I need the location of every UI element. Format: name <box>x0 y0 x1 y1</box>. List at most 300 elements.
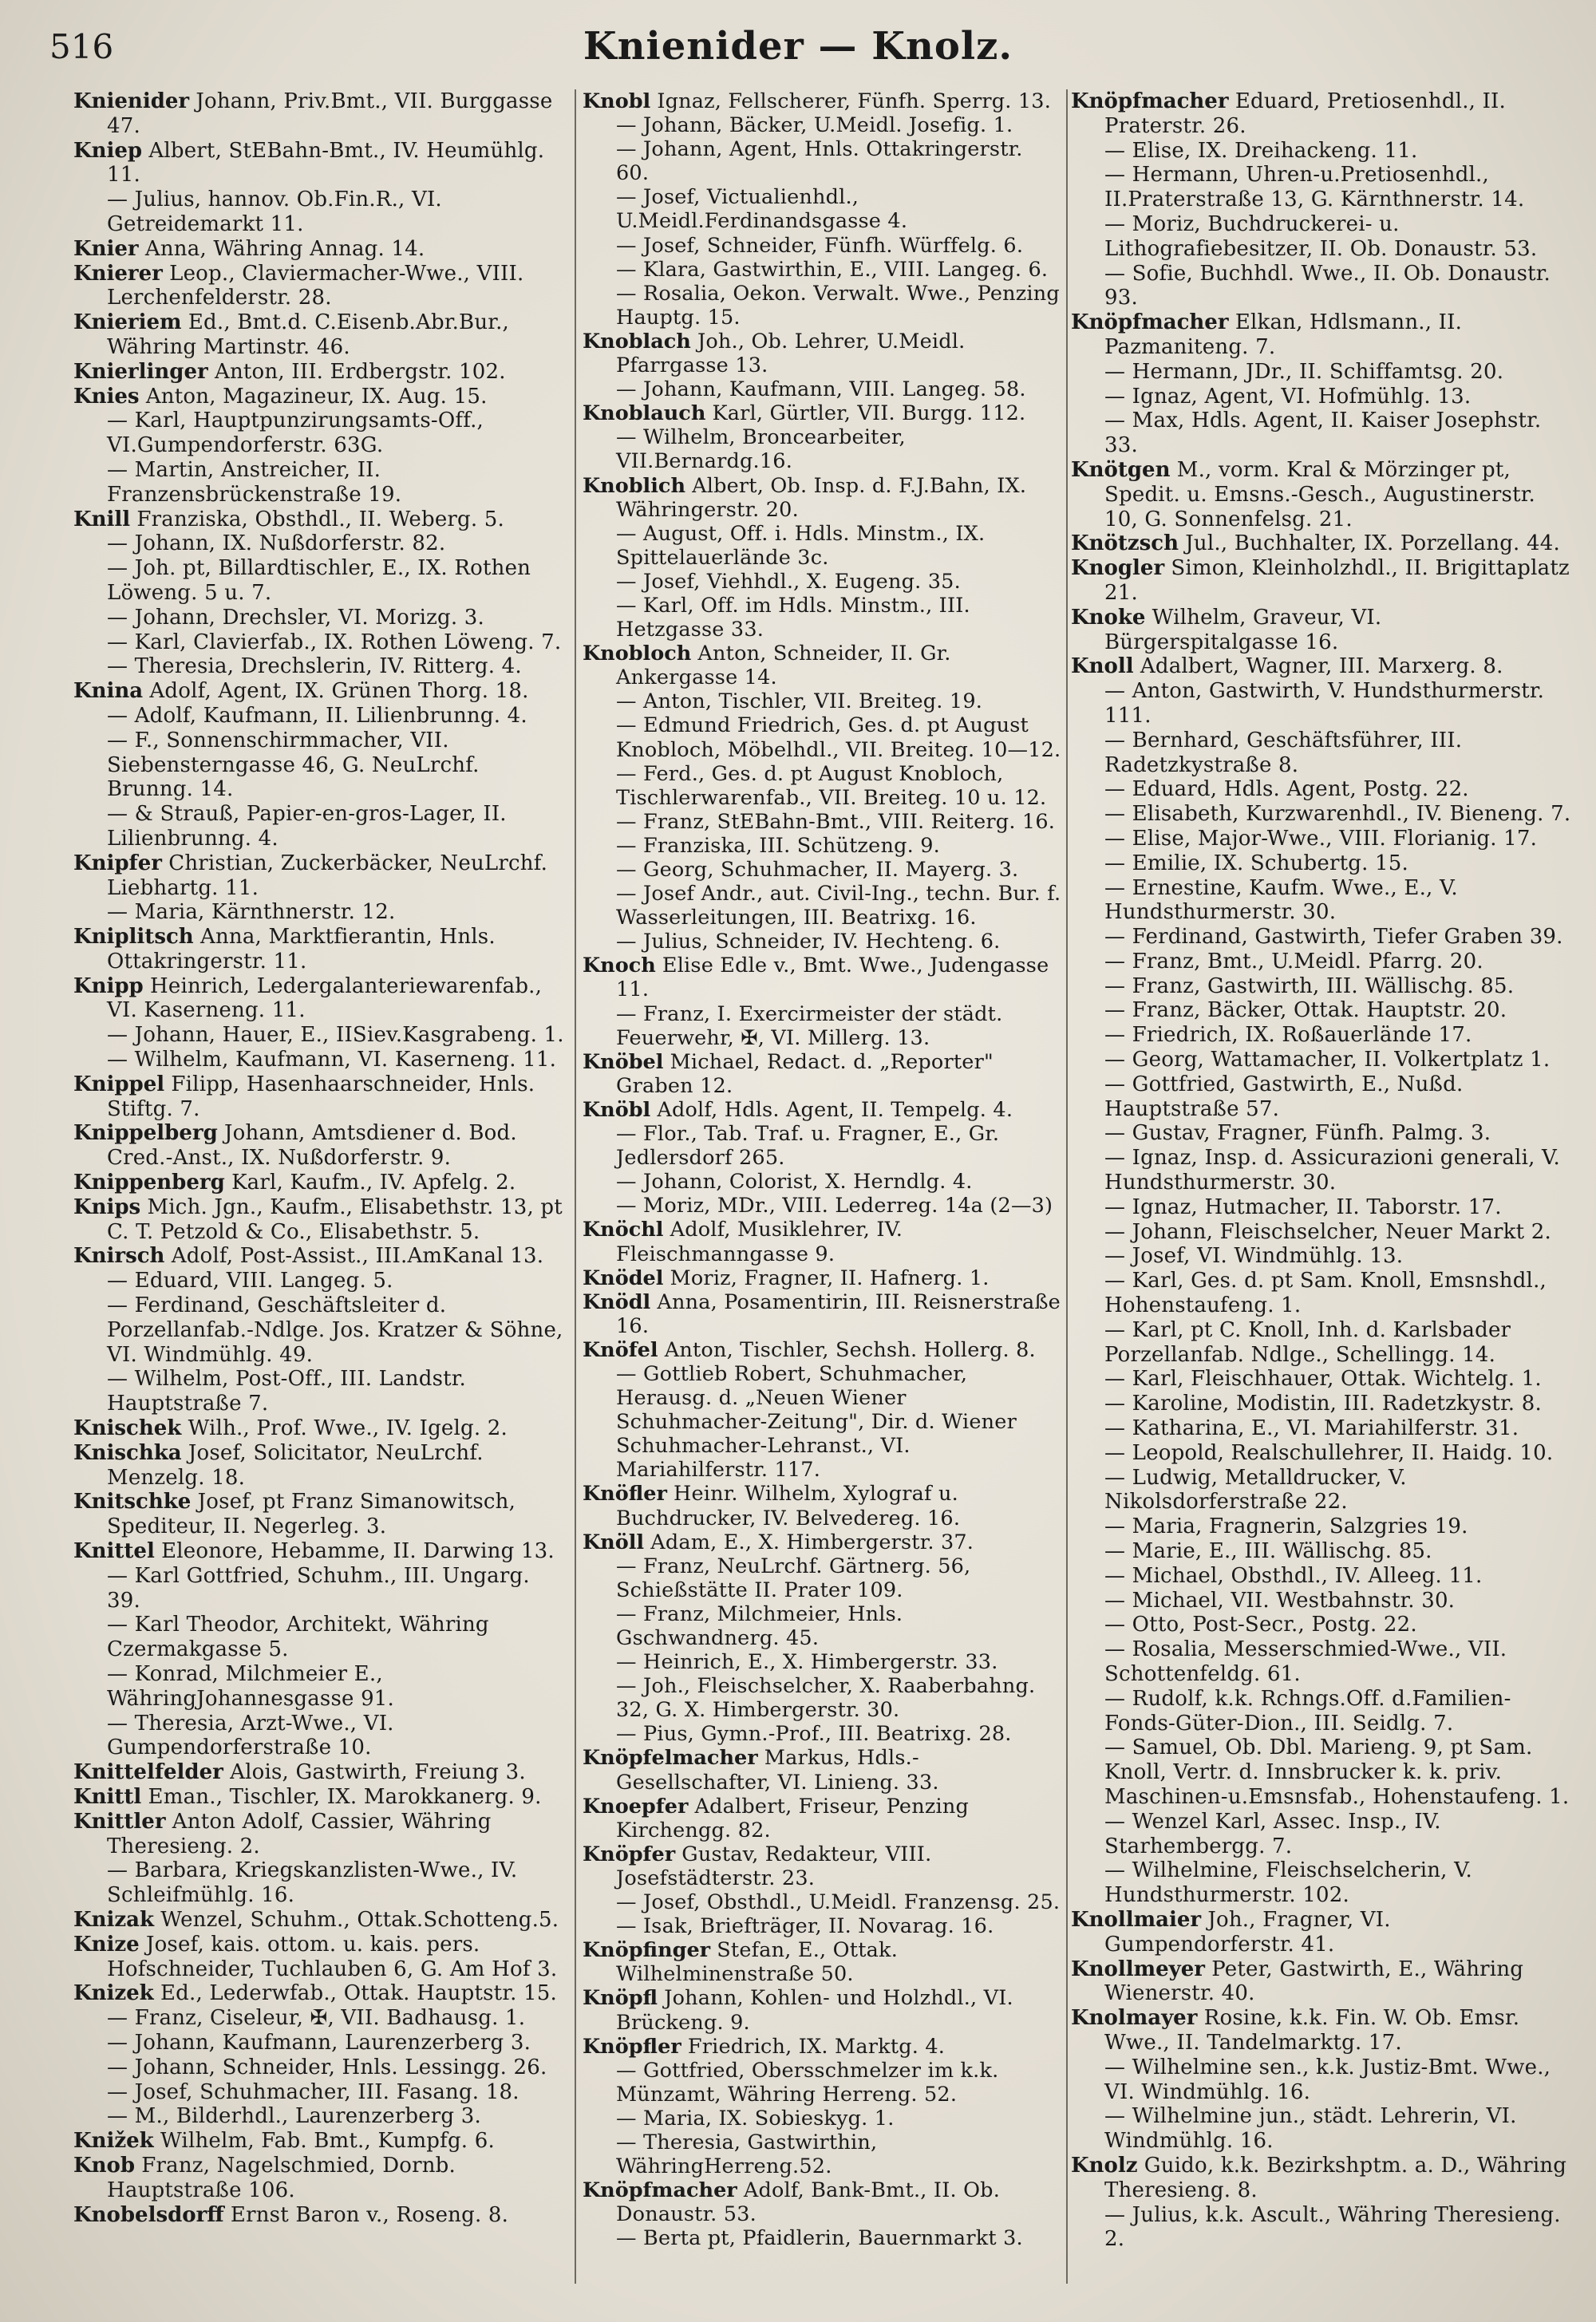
directory-entry <box>1071 1220 1574 1245</box>
entry-details: Joh., Ob. Lehrer, U.Meidl. Pfarrgasse 13. <box>616 329 966 378</box>
entry-surname: Knöfler <box>583 1482 667 1507</box>
entry-surname: Knittler <box>73 1809 166 1834</box>
entry-details: — Joh., Fleischselcher, X. Raaberbahng. 32, G. X. Himbergerstr. 30. <box>616 1674 1036 1723</box>
running-title: Knienider — Knolz. <box>583 24 1013 69</box>
directory-entry <box>73 1367 568 1416</box>
directory-entry <box>1071 1957 1574 2007</box>
entry-details: Karl, Gürtler, VII. Burgg. 112. <box>712 401 1026 426</box>
directory-entry <box>73 1712 568 1761</box>
directory-entry <box>583 2035 1061 2059</box>
entry-surname: Knierer <box>73 261 163 286</box>
directory-entry <box>583 1218 1061 1266</box>
entry-details: — Bernhard, Geschäftsführer, III. Radetzkystraße 8. <box>1104 728 1463 777</box>
entry-details: Adolf, Hdls. Agent, II. Tempelg. 4. <box>657 1097 1013 1122</box>
entry-surname: Knöbel <box>583 1049 664 1074</box>
entry-details: Heinrich, Ledergalanteriewarenfab., VI. Kaserneng. 11. <box>107 973 543 1023</box>
entry-details: — Ferdinand, Gastwirth, Tiefer Graben 39. <box>1104 925 1563 950</box>
directory-entry <box>583 713 1061 761</box>
directory-entry <box>73 458 568 507</box>
entry-details: — Gustav, Fragner, Fünfh. Palmg. 3. <box>1104 1121 1491 1146</box>
directory-entry <box>73 262 568 311</box>
entry-details: — Gottfried, Gastwirth, E., Nußd. Hauptstraße 57. <box>1104 1072 1464 1121</box>
entry-details: Ed., Lederwfab., Ottak. Hauptstr. 15. <box>160 1981 557 2006</box>
entry-details: — Konrad, Milchmeier E., WähringJohannesgasse 91. <box>107 1662 395 1711</box>
directory-entry <box>73 556 568 606</box>
directory-entry <box>583 1674 1061 1722</box>
entry-details: Elkan, Hdlsmann., II. Pazmaniteng. 7. <box>1104 310 1463 359</box>
entry-details: — Maria, Fragnerin, Salzgries 19. <box>1104 1514 1468 1539</box>
directory-entry <box>73 729 568 802</box>
directory-entry <box>583 234 1061 258</box>
entry-details: Peter, Gastwirth, E., Währing Wienerstr. 40. <box>1104 1957 1524 2006</box>
entry-details: Rosine, k.k. Fin. W. Ob. Emsr. Wwe., II. Tandelmarktg. 17. <box>1104 2006 1520 2055</box>
entry-surname: Knippenberg <box>73 1171 225 1195</box>
entry-details: — Sofie, Buchhdl. Wwe., II. Ob. Donaustr. 93. <box>1104 261 1551 310</box>
entry-details: Ignaz, Fellscherer, Fünfh. Sperrg. 13. <box>657 89 1052 113</box>
directory-entry <box>1071 654 1574 679</box>
directory-entry <box>1071 876 1574 926</box>
directory-entry <box>583 1194 1061 1218</box>
entry-details: — Josef, Obsthdl., U.Meidl. Franzensg. 25. <box>616 1890 1061 1915</box>
entry-details: — Maria, IX. Sobieskyg. 1. <box>616 2106 895 2130</box>
directory-entry <box>1071 679 1574 729</box>
entry-details: — Friedrich, IX. Roßauerlände 17. <box>1104 1023 1472 1048</box>
directory-entry <box>1071 1687 1574 1736</box>
entry-surname: Knötgen <box>1071 457 1171 482</box>
directory-entry <box>73 1613 568 1662</box>
entry-details: — Eduard, VIII. Langeg. 5. <box>107 1269 393 1293</box>
entry-details: — Isak, Briefträger, II. Novarag. 16. <box>616 1914 994 1939</box>
directory-entry <box>1071 1146 1574 1195</box>
entry-details: — Ludwig, Metalldrucker, V. Nikolsdorferstraße 22. <box>1104 1465 1407 1514</box>
entry-surname: Knier <box>73 236 139 261</box>
directory-entry <box>1071 827 1574 851</box>
entry-details: — Wilhelm, Kaufmann, VI. Kaserneng. 11. <box>107 1048 557 1072</box>
entry-details: Adolf, Bank-Bmt., II. Ob. Donaustr. 53. <box>616 2178 1001 2227</box>
directory-entry <box>73 1810 568 1859</box>
directory-entry <box>583 282 1061 330</box>
entry-details: — Ignaz, Hutmacher, II. Taborstr. 17. <box>1104 1195 1502 1219</box>
entry-surname: Knollmeyer <box>1071 1957 1205 1981</box>
directory-entry <box>73 1858 568 1908</box>
directory-entry <box>1071 729 1574 778</box>
entry-details: Friedrich, IX. Marktg. 4. <box>687 2034 946 2059</box>
entry-details: Josef, kais. ottom. u. kais. pers. Hofschneider, Tuchlauben 6, G. Am Hof 3. <box>107 1932 558 1981</box>
directory-entry <box>1071 1121 1574 1146</box>
directory-entry <box>73 188 568 237</box>
entry-surname: Kniplitsch <box>73 925 194 950</box>
directory-entry <box>583 522 1061 570</box>
entry-details: — Wilhelmine sen., k.k. Justiz-Bmt. Wwe., VI. Windmühlg. 16. <box>1104 2055 1551 2104</box>
directory-entry <box>1071 1048 1574 1072</box>
entry-details: — Joh. pt, Billardtischler, E., IX. Rothen Löweng. 5 u. 7. <box>107 556 531 605</box>
directory-entry <box>1071 1195 1574 1220</box>
entry-details: Markus, Hdls.-Gesellschafter, VI. Linieng. 33. <box>616 1746 939 1795</box>
entry-surname: Knödel <box>583 1266 664 1290</box>
directory-entry <box>73 1908 568 1933</box>
entry-details: Heinr. Wilhelm, Xylograf u. Buchdrucker, IV. Belvedereg. 16. <box>616 1482 961 1530</box>
entry-surname: Knolz <box>1071 2153 1138 2178</box>
directory-entry <box>73 1416 568 1441</box>
entry-details: — Samuel, Ob. Dbl. Marieng. 9, pt Sam. Knoll, Vertr. d. Innsbrucker k. k. priv. Maschinen-u.Emsnsfab., Hohenstaufeng. 1. <box>1104 1736 1570 1809</box>
entry-surname: Knoll <box>1071 654 1134 679</box>
entry-details: — Franz, Bäcker, Ottak. Hauptstr. 20. <box>1104 998 1507 1023</box>
entry-surname: Knöpfl <box>583 1986 658 2011</box>
directory-entry <box>73 1933 568 1982</box>
entry-details: — Johann, IX. Nußdorferstr. 82. <box>107 531 446 556</box>
entry-details: Ernst Baron v., Roseng. 8. <box>230 2202 509 2227</box>
entry-details: Anton, Magazineur, IX. Aug. 15. <box>145 384 488 409</box>
entry-details: Franz, Nagelschmied, Dornb. Hauptstraße 106. <box>107 2153 456 2202</box>
directory-entry <box>583 1554 1061 1602</box>
entry-details: — August, Off. i. Hdls. Minstm., IX. Spittelauerlände 3c. <box>616 521 986 570</box>
directory-entry <box>1071 1908 1574 1957</box>
entry-surname: Kniep <box>73 138 143 163</box>
directory-entry <box>73 1662 568 1712</box>
entry-details: Adalbert, Friseur, Penzing Kirchengg. 82. <box>616 1794 969 1842</box>
entry-details: — Maria, Kärnthnerstr. 12. <box>107 900 396 925</box>
directory-entry <box>1071 2203 1574 2253</box>
entry-details: Josef, pt Franz Simanowitsch, Spediteur, II. Negerleg. 3. <box>107 1490 516 1539</box>
directory-entry <box>1071 1416 1574 1441</box>
directory-entry <box>583 1098 1061 1122</box>
directory-entry <box>73 851 568 901</box>
directory-entry <box>73 1785 568 1810</box>
entry-details: — Moriz, MDr., VIII. Lederreg. 14a (2—3) <box>616 1194 1053 1218</box>
entry-details: Johann, Kohlen- und Holzhdl., VI. Brückeng. 9. <box>616 1986 1013 2035</box>
entry-details: — Rosalia, Messerschmied-Wwe., VII. Schottenfeldg. 61. <box>1104 1637 1507 1686</box>
entry-details: — Theresia, Arzt-Wwe., VI. Gumpendorferstraße 10. <box>107 1711 394 1760</box>
entry-details: — Theresia, Drechslerin, IV. Ritterg. 4. <box>107 654 522 679</box>
directory-entry <box>583 113 1061 137</box>
directory-entry <box>583 377 1061 401</box>
entry-details: — Josef, Schneider, Fünfh. Würffelg. 6. <box>616 233 1024 258</box>
directory-entry <box>583 689 1061 713</box>
directory-entry <box>1071 1637 1574 1687</box>
page-number: 516 <box>49 27 114 66</box>
directory-entry <box>1071 1810 1574 1859</box>
entry-surname: Knoch <box>583 954 656 978</box>
directory-entry <box>1071 385 1574 409</box>
entry-details: Eleonore, Hebamme, II. Darwing 13. <box>161 1539 555 1564</box>
column-2 <box>583 89 1061 2292</box>
directory-entry <box>583 810 1061 834</box>
entry-surname: Knischka <box>73 1440 182 1465</box>
directory-entry <box>73 1121 568 1171</box>
directory-entry <box>73 2006 568 2031</box>
entry-details: Anton, Tischler, Sechsh. Hollerg. 8. <box>664 1337 1036 1362</box>
entry-details: Anton Adolf, Cassier, Währing Theresieng. 2. <box>107 1809 492 1858</box>
directory-entry <box>583 1362 1061 1482</box>
directory-entry <box>1071 1244 1574 1269</box>
entry-details: — Karl Theodor, Architekt, Währing Czermakgasse 5. <box>107 1613 489 1662</box>
directory-entry <box>583 954 1061 1001</box>
entry-details: Ed., Bmt.d. C.Eisenb.Abr.Bur., Währing Martinstr. 46. <box>107 310 510 359</box>
directory-entry <box>73 409 568 458</box>
directory-entry <box>73 237 568 262</box>
entry-details: — Emilie, IX. Schubertg. 15. <box>1104 851 1408 875</box>
directory-entry <box>583 1050 1061 1098</box>
entry-details: — Max, Hdls. Agent, II. Kaiser Josephstr. 33. <box>1104 409 1542 458</box>
entry-details: Franziska, Obsthdl., II. Weberg. 5. <box>136 507 505 531</box>
directory-entry <box>1071 1269 1574 1318</box>
directory-entry <box>73 360 568 385</box>
directory-entry <box>1071 1441 1574 1466</box>
entry-details: — Johann, Drechsler, VI. Morizg. 3. <box>107 605 484 630</box>
directory-entry <box>583 1482 1061 1530</box>
entry-surname: Knippel <box>73 1072 165 1096</box>
directory-entry <box>1071 1589 1574 1613</box>
directory-entry <box>1071 89 1574 139</box>
directory-entry <box>1071 1023 1574 1048</box>
directory-entry <box>73 1072 568 1122</box>
entry-details: Adam, E., X. Himbergerstr. 37. <box>650 1530 974 1554</box>
entry-details: Albert, StEBahn-Bmt., IV. Heumühlg. 11. <box>107 138 545 188</box>
page-header <box>0 0 1596 96</box>
entry-surname: Knobl <box>583 89 651 113</box>
directory-entry <box>583 1746 1061 1794</box>
entry-surname: Knöchl <box>583 1218 664 1242</box>
directory-entry <box>1071 2154 1574 2203</box>
entry-details: — Johann, Schneider, Hnls. Lessingg. 26. <box>107 2055 547 2079</box>
directory-entry <box>1071 163 1574 212</box>
entry-details: — M., Bilderhdl., Laurenzerberg 3. <box>107 2104 481 2129</box>
entry-details: — Anton, Gastwirth, V. Hundsthurmerstr. 111. <box>1104 679 1545 728</box>
entry-details: Anna, Währing Annag. 14. <box>144 236 425 261</box>
entry-details: — Wilhelm, Post-Off., III. Landstr. Hauptstraße 7. <box>107 1367 467 1416</box>
directory-entry <box>583 258 1061 282</box>
entry-details: Moriz, Fragner, II. Hafnerg. 1. <box>670 1266 990 1290</box>
directory-entry <box>583 1722 1061 1746</box>
entry-surname: Knittel <box>73 1539 155 1564</box>
directory-entry <box>1071 458 1574 531</box>
directory-entry <box>1071 531 1574 556</box>
directory-entry <box>73 2104 568 2129</box>
directory-entry <box>583 1530 1061 1554</box>
directory-entry <box>583 930 1061 954</box>
entry-details: — Wilhelm, Broncearbeiter, VII.Bernardg.16. <box>616 425 906 474</box>
directory-entry <box>1071 777 1574 802</box>
directory-entry <box>1071 1539 1574 1564</box>
entry-surname: Knierlinger <box>73 359 208 384</box>
directory-entry <box>73 1441 568 1491</box>
entry-details: — Franz, Milchmeier, Hnls. Gschwandnerg. 45. <box>616 1601 903 1650</box>
entry-details: — Wilhelmine, Fleischselcherin, V. Hundsthurmerstr. 102. <box>1104 1858 1473 1908</box>
entry-details: — Klara, Gastwirthin, E., VIII. Langeg. 6. <box>616 257 1049 282</box>
entry-details: — Edmund Friedrich, Ges. d. pt August Knobloch, Möbelhdl., VII. Breiteg. 10—12. <box>616 713 1061 762</box>
directory-entry <box>583 1338 1061 1362</box>
directory-entry <box>583 858 1061 882</box>
directory-entry <box>73 606 568 630</box>
column-divider <box>1066 89 1068 2284</box>
entry-details: — Michael, Obsthdl., IV. Alleeg. 11. <box>1104 1563 1483 1588</box>
directory-entry <box>73 704 568 729</box>
directory-entry <box>73 1023 568 1048</box>
directory-entry <box>583 1266 1061 1290</box>
entry-surname: Knöll <box>583 1530 645 1554</box>
entry-surname: Knienider <box>73 89 190 113</box>
directory-entry <box>1071 1392 1574 1416</box>
directory-entry <box>73 2080 568 2105</box>
entry-surname: Knöbl <box>583 1097 651 1122</box>
entry-surname: Knill <box>73 507 131 531</box>
column-3 <box>1071 89 1574 2292</box>
directory-entry <box>583 1842 1061 1890</box>
directory-entry <box>1071 212 1574 262</box>
entry-details: — Johann, Hauer, E., IISiev.Kasgrabeng. 1. <box>107 1023 564 1048</box>
entry-surname: Knollmaier <box>1071 1907 1202 1932</box>
directory-entry <box>73 1760 568 1785</box>
directory-entry <box>583 834 1061 858</box>
directory-entry <box>73 1490 568 1539</box>
entry-details: — Josef, Schuhmacher, III. Fasang. 18. <box>107 2079 519 2104</box>
entry-details: — Gottlieb Robert, Schuhmacher, Herausg. d. „Neuen Wiener Schuhmacher-Zeitung", Dir. d. Wiener Schuhmacher-Lehranst., VI. Mariahilferstr. 117. <box>616 1361 1017 1483</box>
entry-details: Christian, Zuckerbäcker, NeuLrchf. Liebhartg. 11. <box>107 851 548 900</box>
entry-details: Wilh., Prof. Wwe., IV. Igelg. 2. <box>188 1416 508 1441</box>
directory-entry <box>1071 1367 1574 1392</box>
entry-details: — Karl, Fleischhauer, Ottak. Wichtelg. 1. <box>1104 1367 1542 1392</box>
entry-details: Filipp, Hasenhaarschneider, Hnls. Stiftg. 7. <box>107 1072 535 1121</box>
directory-entry <box>583 2059 1061 2107</box>
entry-surname: Knieriem <box>73 310 182 335</box>
entry-details: Jul., Buchhalter, IX. Porzellang. 44. <box>1185 531 1560 556</box>
directory-entry <box>583 89 1061 113</box>
directory-entry <box>1071 360 1574 385</box>
directory-entry <box>583 401 1061 425</box>
entry-surname: Knogler <box>1071 556 1165 581</box>
entry-surname: Knizek <box>73 1981 154 2006</box>
entry-details: Joh., Fragner, VI. Gumpendorferstr. 41. <box>1104 1907 1391 1957</box>
entry-surname: Knoblach <box>583 329 691 353</box>
entry-details: — Eduard, Hdls. Agent, Postg. 22. <box>1104 777 1469 802</box>
directory-entry <box>73 1981 568 2006</box>
entry-details: — F., Sonnenschirmmacher, VII. Siebensterngasse 46, G. NeuLrchf. Brunng. 14. <box>107 728 480 802</box>
directory-entry <box>1071 2104 1574 2154</box>
entry-details: — Ignaz, Insp. d. Assicurazioni generali, V. Hundsthurmerstr. 30. <box>1104 1146 1560 1195</box>
entry-details: — Johann, Fleischselcher, Neuer Markt 2. <box>1104 1219 1551 1244</box>
directory-entry <box>1071 2006 1574 2055</box>
entry-details: — Wilhelmine jun., städt. Lehrerin, VI. Windmühlg. 16. <box>1104 2104 1517 2154</box>
directory-entry <box>583 330 1061 377</box>
directory-entry <box>73 2154 568 2203</box>
entry-details: — Karl, Ges. d. pt Sam. Knoll, Emsnshdl., Hohenstaufeng. 1. <box>1104 1269 1547 1318</box>
directory-entry <box>73 2031 568 2055</box>
entry-details: Guido, k.k. Bezirkshptm. a. D., Währing Theresieng. 8. <box>1104 2153 1567 2202</box>
entry-surname: Knöpfelmacher <box>583 1746 758 1771</box>
directory-entry <box>583 1914 1061 1938</box>
directory-entry <box>583 1938 1061 1986</box>
directory-entry <box>73 802 568 851</box>
directory-entry <box>1071 310 1574 360</box>
directory-entry <box>1071 139 1574 164</box>
directory-entry <box>583 137 1061 185</box>
entry-surname: Knobelsdorff <box>73 2202 224 2227</box>
directory-entry <box>583 185 1061 233</box>
entry-details: Anna, Marktfierantin, Hnls. Ottakringerstr. 11. <box>107 925 496 973</box>
directory-entry <box>73 925 568 974</box>
entry-surname: Knitschke <box>73 1490 192 1514</box>
entry-details: Johann, Priv.Bmt., VII. Burggasse 47. <box>107 89 553 138</box>
entry-details: — Johann, Colorist, X. Herndlg. 4. <box>616 1170 973 1195</box>
entry-surname: Knolmayer <box>1071 2006 1198 2031</box>
entry-details: Josef, Solicitator, NeuLrchf. Menzelg. 18. <box>107 1440 484 1490</box>
entry-details: — Flor., Tab. Traf. u. Fragner, E., Gr. Jedlersdorf 265. <box>616 1122 1000 1171</box>
entry-details: — Elise, IX. Dreihackeng. 11. <box>1104 138 1418 163</box>
entry-details: Gustav, Redakteur, VIII. Josefstädterstr. 23. <box>616 1842 932 1890</box>
entry-details: — Adolf, Kaufmann, II. Lilienbrunng. 4. <box>107 703 527 728</box>
entry-details: Adolf, Musiklehrer, IV. Fleischmanngasse 9. <box>616 1218 903 1266</box>
entry-surname: Knöpfmacher <box>583 2178 737 2203</box>
entry-surname: Knize <box>73 1932 140 1957</box>
directory-entry <box>73 2203 568 2228</box>
entry-details: — Berta pt, Pfaidlerin, Bauernmarkt 3. <box>616 2226 1023 2251</box>
directory-entry <box>1071 1318 1574 1368</box>
directory-entry <box>73 974 568 1024</box>
directory-entry <box>583 594 1061 642</box>
directory-entry <box>1071 1858 1574 1908</box>
entry-surname: Knoblich <box>583 473 685 498</box>
directory-entry <box>583 1002 1061 1050</box>
directory-entry <box>73 630 568 655</box>
entry-details: Johann, Amtsdiener d. Bod. Cred.-Anst., IX. Nußdorferstr. 9. <box>107 1121 517 1171</box>
entry-details: — Anton, Tischler, VII. Breiteg. 19. <box>616 689 983 714</box>
directory-entry <box>583 1650 1061 1674</box>
directory-entry <box>583 762 1061 810</box>
entry-details: — Josef, Viehhdl., X. Eugeng. 35. <box>616 569 961 594</box>
entry-details: — Moriz, Buchdruckerei- u. Lithografiebesitzer, II. Ob. Donaustr. 53. <box>1104 211 1538 261</box>
entry-surname: Knies <box>73 384 140 409</box>
entry-details: — Martin, Anstreicher, II. Franzensbrückenstraße 19. <box>107 457 402 507</box>
entry-surname: Knoke <box>1071 605 1146 630</box>
directory-entry <box>73 1293 568 1367</box>
entry-surname: Knob <box>73 2153 136 2178</box>
directory-entry <box>583 1890 1061 1914</box>
entry-details: Adolf, Post-Assist., III.AmKanal 13. <box>171 1244 544 1269</box>
directory-entry <box>1071 1466 1574 1515</box>
directory-entry <box>73 1269 568 1293</box>
directory-entry <box>1071 262 1574 311</box>
entry-details: — Elisabeth, Kurzwarenhdl., IV. Bieneng. 7. <box>1104 802 1571 827</box>
entry-surname: Knittl <box>73 1784 142 1809</box>
entry-details: Mich. Jgn., Kaufm., Elisabethstr. 13, pt C. T. Petzold & Co., Elisabethstr. 5. <box>107 1195 563 1244</box>
entry-details: — Karl, Clavierfab., IX. Rothen Löweng. 7. <box>107 630 562 654</box>
entry-details: Albert, Ob. Insp. d. F.J.Bahn, IX. Währingerstr. 20. <box>616 473 1027 522</box>
directory-entry <box>583 1290 1061 1338</box>
entry-surname: Knižek <box>73 2129 154 2154</box>
entry-surname: Knöpfler <box>583 2034 681 2059</box>
directory-entry <box>583 570 1061 594</box>
directory-entry <box>73 89 568 139</box>
entry-surname: Knoblauch <box>583 401 706 426</box>
entry-details: — Josef Andr., aut. Civil-Ing., techn. Bur. f. Wasserleitungen, III. Beatrixg. 16. <box>616 882 1061 930</box>
entry-details: Elise Edle v., Bmt. Wwe., Judengasse 11. <box>616 954 1049 1002</box>
directory-entry <box>1071 802 1574 827</box>
entry-surname: Knipp <box>73 973 144 998</box>
entry-details: — Georg, Wattamacher, II. Volkertplatz 1. <box>1104 1048 1551 1072</box>
entry-details: Wilhelm, Fab. Bmt., Kumpfg. 6. <box>160 2129 495 2154</box>
entry-surname: Knizak <box>73 1907 155 1932</box>
entry-surname: Knipfer <box>73 851 162 875</box>
entry-details: M., vorm. Kral & Mörzinger pt, Spedit. u. Emsns.-Gesch., Augustinerstr. 10, G. Sonnenfelsg. 21. <box>1104 457 1535 531</box>
entry-details: — Elise, Major-Wwe., VIII. Florianig. 17. <box>1104 826 1538 851</box>
directory-entry <box>1071 1736 1574 1809</box>
directory-entry <box>583 1122 1061 1170</box>
entry-details: — Ignaz, Agent, VI. Hofmühlg. 13. <box>1104 384 1472 409</box>
directory-entry <box>583 1795 1061 1842</box>
entry-details: — Michael, VII. Westbahnstr. 30. <box>1104 1588 1456 1613</box>
directory-entry <box>73 900 568 925</box>
entry-details: Anton, III. Erdbergstr. 102. <box>214 359 506 384</box>
